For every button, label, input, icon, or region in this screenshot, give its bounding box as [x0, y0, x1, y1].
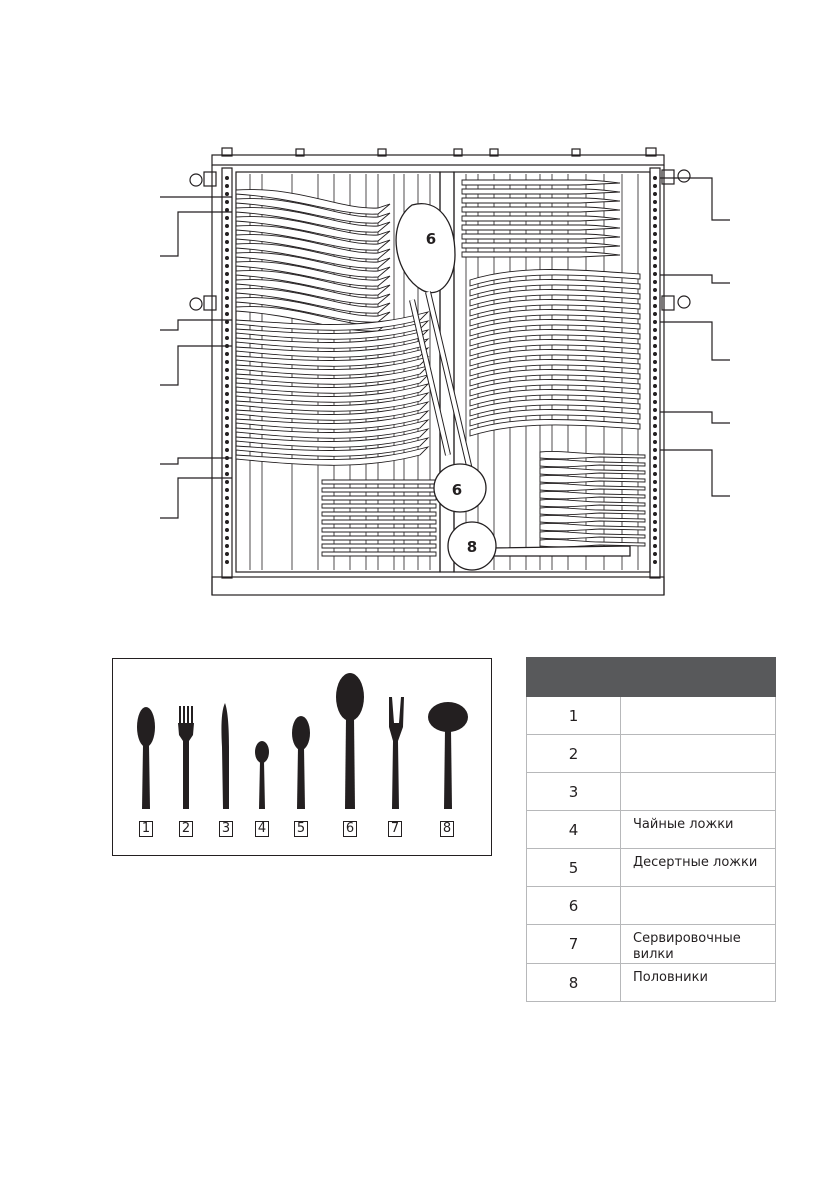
table-row	[527, 887, 776, 925]
rack-holder-dot	[225, 432, 228, 435]
rack-holder-dot	[225, 536, 228, 539]
table-header	[527, 658, 776, 697]
rack-holder-dot	[225, 424, 228, 427]
rack-holder-dot	[225, 240, 228, 243]
rack-holder-dot	[653, 448, 656, 451]
rack-holder-dot	[225, 496, 228, 499]
rack-cutlery-item	[540, 459, 645, 466]
rack-holder-dot	[225, 232, 228, 235]
rack-holder-dot	[653, 456, 656, 459]
rack-holder-dot	[653, 240, 656, 243]
rack-holder-dot	[225, 408, 228, 411]
rack-holder-dot	[653, 360, 656, 363]
rack-holder-dot	[653, 496, 656, 499]
rack-holder-dot	[225, 224, 228, 227]
rack-holder-dot	[225, 400, 228, 403]
rack-holder-dot	[225, 504, 228, 507]
rack-holder-dot	[225, 528, 228, 531]
callout-label: 6	[425, 230, 437, 248]
rack-holder-dot	[225, 176, 228, 179]
table-header-cell	[621, 658, 776, 697]
ladle-icon	[428, 702, 468, 809]
rack-holder-dot	[653, 288, 656, 291]
rack-holder-dot	[653, 216, 656, 219]
rack-holder-dot	[225, 336, 228, 339]
legend-number-6: 6	[343, 821, 357, 837]
rack-holder-dot	[653, 328, 656, 331]
rack-holder-dot	[653, 256, 656, 259]
row-number: 6	[527, 887, 621, 925]
table-row	[527, 773, 776, 811]
row-name	[621, 773, 776, 811]
rack-cutlery-item	[540, 515, 645, 522]
rack-holder-dot	[225, 344, 228, 347]
knife-icon	[221, 703, 229, 809]
rack-holder-dot	[653, 432, 656, 435]
rack-holder-dot	[653, 528, 656, 531]
rack-holder-dot	[653, 352, 656, 355]
table-row	[527, 697, 776, 735]
callout-label: 6	[451, 481, 463, 499]
rack-holder-dot	[653, 344, 656, 347]
rack-holder-dot	[653, 200, 656, 203]
rack-holder-dot	[225, 480, 228, 483]
rack-holder-dot	[653, 392, 656, 395]
rack-holder-dot	[653, 488, 656, 491]
row-name: Десертные ложки	[621, 849, 776, 887]
table-row	[527, 849, 776, 887]
row-number: 4	[527, 811, 621, 849]
dessert-spoon-icon	[292, 716, 310, 809]
rack-holder-dot	[225, 376, 228, 379]
rack-holder-dot	[653, 464, 656, 467]
rack-holder-dot	[653, 336, 656, 339]
rack-holder-dot	[225, 512, 228, 515]
rack-holder-dot	[653, 400, 656, 403]
rack-cutlery-item	[540, 467, 645, 474]
teaspoon-icon	[255, 741, 269, 809]
rack-holder-dot	[225, 288, 228, 291]
rack-holder-dot	[653, 504, 656, 507]
rack-holder-dot	[225, 312, 228, 315]
rack-holder-dot	[225, 248, 228, 251]
rack-cutlery-item	[462, 234, 620, 239]
row-name: Чайные ложки	[621, 811, 776, 849]
rack-cutlery-item	[540, 523, 645, 530]
row-name	[621, 735, 776, 773]
table-row	[527, 811, 776, 849]
rack-cutlery-item	[462, 216, 620, 221]
legend-number-1: 1	[139, 821, 153, 837]
legend-number-2: 2	[179, 821, 193, 837]
rack-cutlery-item	[322, 520, 436, 524]
rack-holder-dot	[225, 360, 228, 363]
rack-cutlery-item	[462, 225, 620, 230]
rack-holder-dot	[653, 184, 656, 187]
rack-cutlery-item	[462, 198, 620, 203]
rack-holder-dot	[653, 176, 656, 179]
legend-number-3: 3	[219, 821, 233, 837]
rack-holder-dot	[225, 520, 228, 523]
cutlery-legend	[112, 658, 492, 856]
rack-holder-dot	[653, 224, 656, 227]
tablespoon-icon	[137, 707, 155, 809]
rack-cutlery-item	[540, 451, 645, 458]
rack-cutlery-item	[462, 180, 620, 185]
row-number: 5	[527, 849, 621, 887]
rack-holder-dot	[225, 320, 228, 323]
rack-holder-dot	[653, 512, 656, 515]
rack-cutlery-item	[470, 420, 640, 437]
rack-cutlery-item	[322, 496, 436, 500]
table-row	[527, 925, 776, 964]
rack-holder-dot	[225, 256, 228, 259]
rack-holder-dot	[653, 264, 656, 267]
rack-holder-dot	[225, 352, 228, 355]
rack-holder-dot	[653, 208, 656, 211]
row-number: 1	[527, 697, 621, 735]
legend-number-7: 7	[388, 821, 402, 837]
rack-holder-dot	[653, 384, 656, 387]
rack-cutlery-item	[322, 488, 436, 492]
fork-icon	[178, 706, 194, 809]
legend-number-4: 4	[255, 821, 269, 837]
table-row	[527, 964, 776, 1002]
rack-cutlery-item	[462, 252, 620, 257]
rack-cutlery-item	[540, 475, 645, 482]
rack-holder-dot	[225, 368, 228, 371]
rack-holder-dot	[653, 272, 656, 275]
rack-holder-dot	[225, 440, 228, 443]
rack-holder-dot	[225, 192, 228, 195]
rack-holder-dot	[225, 184, 228, 187]
rack-cutlery-item	[322, 544, 436, 548]
rack-holder-dot	[653, 304, 656, 307]
rack-cutlery-item	[322, 504, 436, 508]
cutlery-rack-diagram	[150, 145, 740, 600]
rack-cutlery-item	[540, 483, 645, 490]
rack-holder-dot	[225, 448, 228, 451]
rack-holder-dot	[653, 232, 656, 235]
rack-cutlery-item	[540, 491, 645, 498]
row-number: 7	[527, 925, 621, 964]
rack-holder-dot	[653, 368, 656, 371]
rack-holder-dot	[653, 472, 656, 475]
rack-cutlery-item	[462, 243, 620, 248]
rack-holder-dot	[225, 200, 228, 203]
row-name: Половники	[621, 964, 776, 1002]
rack-holder-dot	[653, 296, 656, 299]
rack-holder-dot	[653, 480, 656, 483]
rack-cutlery-item	[322, 536, 436, 540]
rack-holder-dot	[653, 280, 656, 283]
rack-cutlery-item	[322, 512, 436, 516]
rack-cutlery-item	[462, 207, 620, 212]
rack-holder-dot	[653, 552, 656, 555]
rack-holder-dot	[225, 384, 228, 387]
rack-cutlery-item	[322, 480, 436, 484]
row-name	[621, 887, 776, 925]
row-number: 2	[527, 735, 621, 773]
rack-holder-dot	[225, 392, 228, 395]
rack-holder-dot	[225, 264, 228, 267]
rack-holder-dot	[653, 192, 656, 195]
rack-cutlery-item	[540, 499, 645, 506]
rack-holder-dot	[225, 272, 228, 275]
rack-holder-dot	[225, 464, 228, 467]
rack-holder-dot	[225, 304, 228, 307]
rack-holder-dot	[653, 312, 656, 315]
table-row	[527, 735, 776, 773]
rack-cutlery-item	[540, 507, 645, 514]
rack-holder-dot	[225, 416, 228, 419]
rack-holder-dot	[653, 320, 656, 323]
rack-holder-dot	[653, 424, 656, 427]
row-number: 3	[527, 773, 621, 811]
rack-holder-dot	[653, 440, 656, 443]
rack-holder-dot	[225, 560, 228, 563]
rack-holder-dot	[225, 328, 228, 331]
callout-label: 8	[466, 538, 478, 556]
rack-holder-dot	[225, 216, 228, 219]
serving-spoon-icon	[336, 673, 364, 809]
rack-cutlery-item	[322, 552, 436, 556]
cutlery-table	[526, 657, 776, 1002]
legend-number-5: 5	[294, 821, 308, 837]
serving-fork-icon	[389, 697, 404, 809]
row-name: Сервировочные вилки	[621, 925, 776, 964]
rack-holder-dot	[225, 544, 228, 547]
rack-holder-dot	[225, 296, 228, 299]
rack-holder-dot	[225, 280, 228, 283]
rack-holder-dot	[225, 552, 228, 555]
rack-cutlery-item	[322, 528, 436, 532]
rack-cutlery-item	[462, 189, 620, 194]
rack-holder-dot	[653, 560, 656, 563]
row-name	[621, 697, 776, 735]
row-number: 8	[527, 964, 621, 1002]
rack-holder-dot	[653, 408, 656, 411]
rack-cutlery-item	[540, 531, 645, 538]
rack-holder-dot	[653, 536, 656, 539]
rack-holder-dot	[225, 488, 228, 491]
rack-holder-dot	[653, 248, 656, 251]
table-header-cell	[527, 658, 621, 697]
rack-holder-dot	[653, 376, 656, 379]
rack-holder-dot	[653, 416, 656, 419]
rack-holder-dot	[225, 472, 228, 475]
rack-holder-dot	[225, 456, 228, 459]
rack-holder-dot	[225, 208, 228, 211]
rack-holder-dot	[653, 520, 656, 523]
legend-number-8: 8	[440, 821, 454, 837]
rack-holder-dot	[653, 544, 656, 547]
